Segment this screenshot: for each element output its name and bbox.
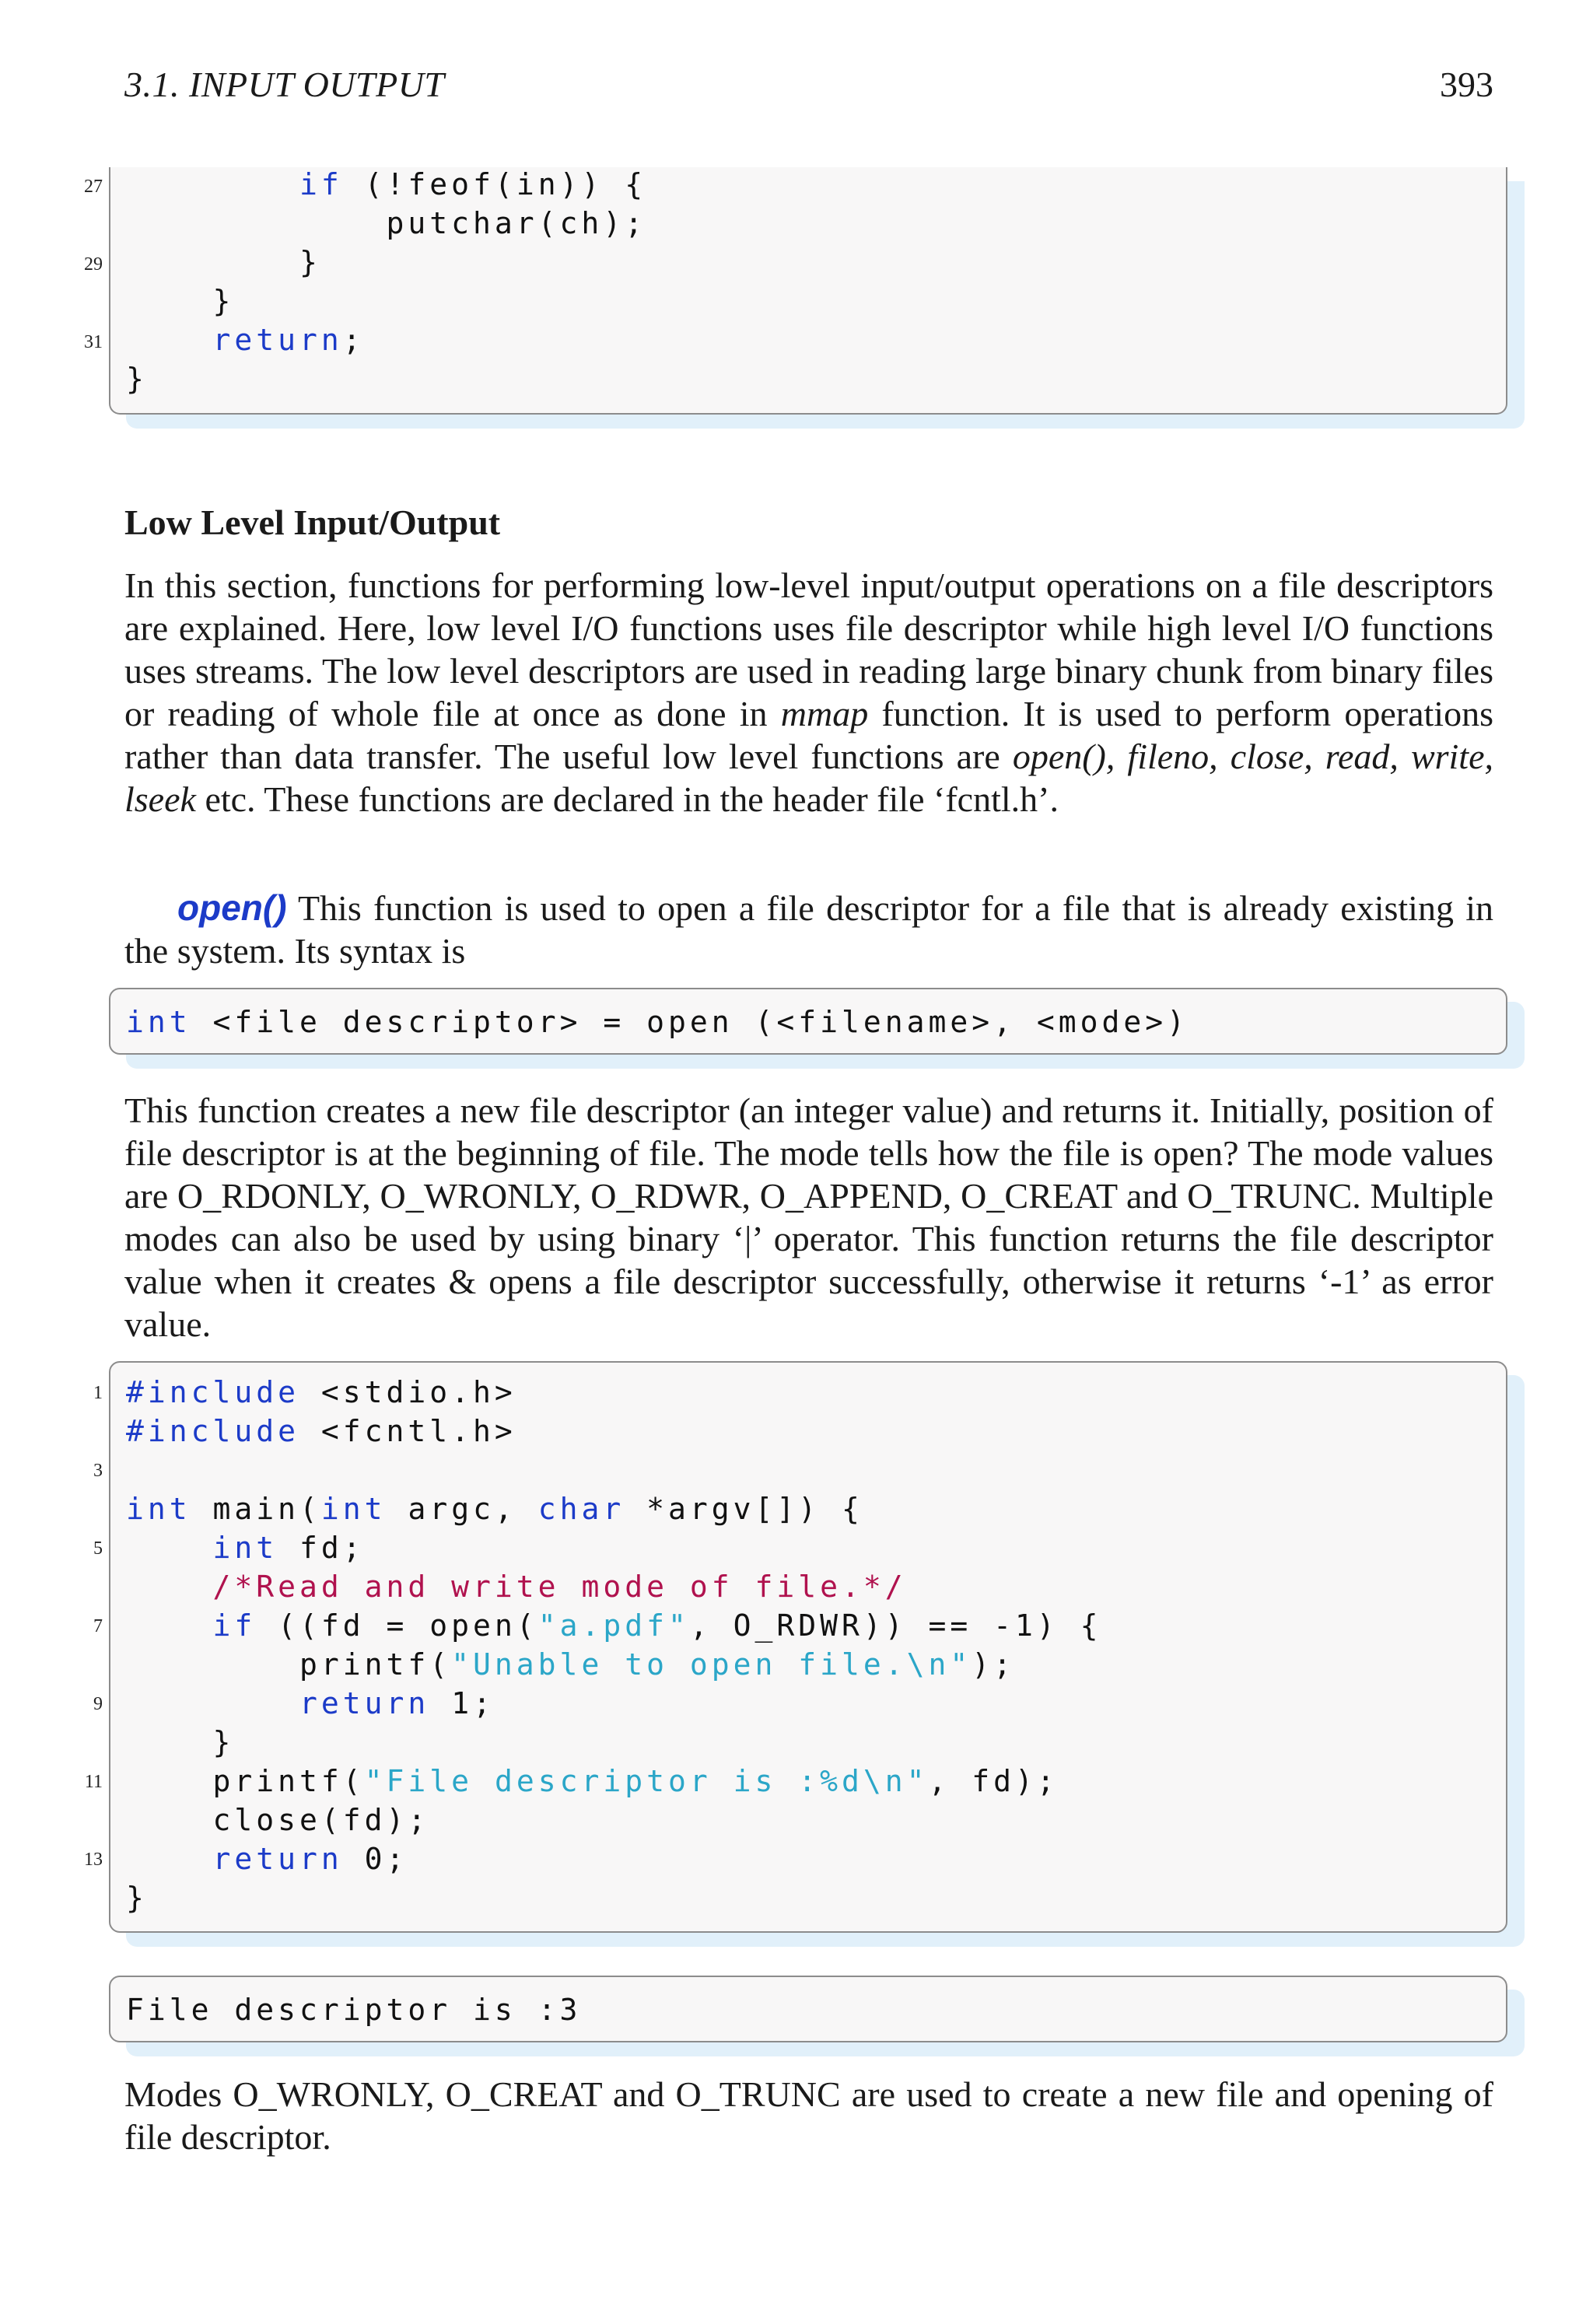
code-line <box>126 1570 907 1604</box>
line-number: 29 <box>84 254 103 275</box>
mmap-term: mmap <box>780 694 869 733</box>
code-keyword: int <box>320 1492 387 1526</box>
code-text: <fcntl.h> <box>299 1414 516 1448</box>
code-text <box>126 1686 299 1720</box>
code-line <box>126 206 646 240</box>
line-number: 31 <box>84 332 103 352</box>
code-line <box>126 1531 365 1565</box>
line-number: 5 <box>93 1538 103 1559</box>
paragraph-open <box>124 887 1493 972</box>
code-line <box>126 362 148 396</box>
code-block-open-example <box>109 1361 1507 1933</box>
code-line <box>126 1686 495 1720</box>
code-block-continued <box>109 167 1507 415</box>
code-line <box>126 1764 1059 1798</box>
code-text: *argv[]) { <box>625 1492 863 1526</box>
open-function-label: open() <box>177 887 287 928</box>
code-keyword: char <box>537 1492 625 1526</box>
code-keyword: #include <box>126 1375 300 1409</box>
line-number: 1 <box>93 1383 103 1403</box>
code-comment: /*Read and write mode of file.*/ <box>212 1570 907 1604</box>
code-text: printf( <box>126 1764 365 1798</box>
code-text <box>126 1608 213 1643</box>
code-line <box>126 245 321 279</box>
code-text: , O_RDWR)) == -1) { <box>689 1608 1102 1643</box>
code-text: 1; <box>429 1686 495 1720</box>
code-text <box>126 1570 213 1604</box>
code-keyword: int <box>126 1492 191 1526</box>
code-line <box>126 1492 863 1526</box>
line-number: 3 <box>93 1461 103 1481</box>
code-keyword: int <box>126 1005 191 1039</box>
page-number: 393 <box>1440 65 1493 104</box>
code-line <box>126 1414 516 1448</box>
code-line <box>126 167 646 201</box>
code-text: close(fd); <box>126 1803 430 1837</box>
output-box <box>109 1976 1507 2042</box>
code-keyword: if <box>212 1608 257 1643</box>
line-number: 7 <box>93 1616 103 1636</box>
running-header-section: 3.1. INPUT OUTPUT <box>124 65 445 104</box>
code-text <box>126 323 213 357</box>
code-text: ((fd = open( <box>256 1608 538 1643</box>
output-text: File descriptor is :3 <box>126 1993 582 2027</box>
paragraph-description: This function creates a new file descriptor (an integer value) and returns it. Initially, position of file descriptor is at the beginning of file. The mode tells how the file is open? The mode values are O_RDONLY, O_WRONLY, O_RDWR, O_APPEND, O_CREAT and O_TRUNC. Multiple modes can also be used by using binary ‘|’ operator. This function returns the file descriptor value when it creates & opens a file descriptor successfully, otherwise it returns ‘-1’ as error value. <box>124 1090 1493 1344</box>
code-text: argc, <box>386 1492 538 1526</box>
code-text: 0; <box>342 1842 408 1876</box>
paragraph-intro <box>124 564 1493 821</box>
code-text: putchar(ch); <box>126 206 647 240</box>
code-keyword: if <box>299 167 343 201</box>
code-line <box>126 1842 408 1876</box>
code-text: } <box>126 284 235 318</box>
paragraph-modes: Modes O_WRONLY, O_CREAT and O_TRUNC are used to create a new file and opening of file descriptor. <box>124 2074 1493 2157</box>
code-line <box>126 284 234 318</box>
paragraph-open-text: This function is used to open a file descriptor for a file that is already existing in the system. Its syntax is <box>124 888 1493 971</box>
code-text <box>126 1842 213 1876</box>
code-text: , fd); <box>928 1764 1059 1798</box>
code-keyword: #include <box>126 1414 300 1448</box>
function-list: open(), fileno, close, read, write, lseek <box>124 737 1493 819</box>
code-text: printf( <box>126 1647 452 1682</box>
code-text: } <box>126 1725 235 1759</box>
line-number: 11 <box>84 1772 103 1792</box>
line-number: 13 <box>84 1850 103 1870</box>
code-keyword: int <box>212 1531 278 1565</box>
code-keyword: return <box>299 1686 430 1720</box>
code-string: "File descriptor is :%d\n" <box>364 1764 929 1798</box>
code-line <box>126 1375 516 1409</box>
paragraph-intro-text-c: etc. These functions are declared in the header file ‘fcntl.h’. <box>195 779 1059 819</box>
code-line <box>126 1608 1102 1643</box>
code-text: } <box>126 362 148 396</box>
code-keyword: return <box>212 1842 343 1876</box>
code-line <box>126 1881 148 1915</box>
code-text: <file descriptor> = open (<filename>, <mode>) <box>191 1005 1189 1039</box>
paragraph-intro-text-b: function. It is used to perform operations rather than data transfer. The useful low level functions are <box>124 694 1493 776</box>
syntax-line <box>126 1005 1189 1039</box>
code-text <box>126 167 299 201</box>
code-line <box>126 1725 234 1759</box>
paragraph-intro-text: In this section, functions for performing low-level input/output operations on a file descriptors are explained. Here, low level I/O functions uses file descriptor while high level I/O functions uses streams. The low level descriptors are used in reading large binary chunk from binary files or reading of whole file at once as done in <box>124 565 1493 733</box>
code-line <box>126 323 365 357</box>
code-text: } <box>126 245 321 279</box>
syntax-box <box>109 988 1507 1055</box>
code-text: fd; <box>278 1531 365 1565</box>
code-text: ; <box>342 323 365 357</box>
code-text: main( <box>191 1492 321 1526</box>
code-text: } <box>126 1881 148 1915</box>
code-string: "a.pdf" <box>537 1608 690 1643</box>
line-number: 27 <box>84 177 103 197</box>
code-string: "Unable to open file.\n" <box>451 1647 972 1682</box>
code-text: (!feof(in)) { <box>342 167 647 201</box>
code-text: <stdio.h> <box>299 1375 516 1409</box>
section-title: Low Level Input/Output <box>124 502 501 542</box>
code-keyword: return <box>212 323 343 357</box>
code-line <box>126 1803 429 1837</box>
code-line <box>126 1647 1015 1682</box>
code-text <box>126 1531 213 1565</box>
code-text: ); <box>972 1647 1016 1682</box>
line-number: 9 <box>93 1694 103 1714</box>
